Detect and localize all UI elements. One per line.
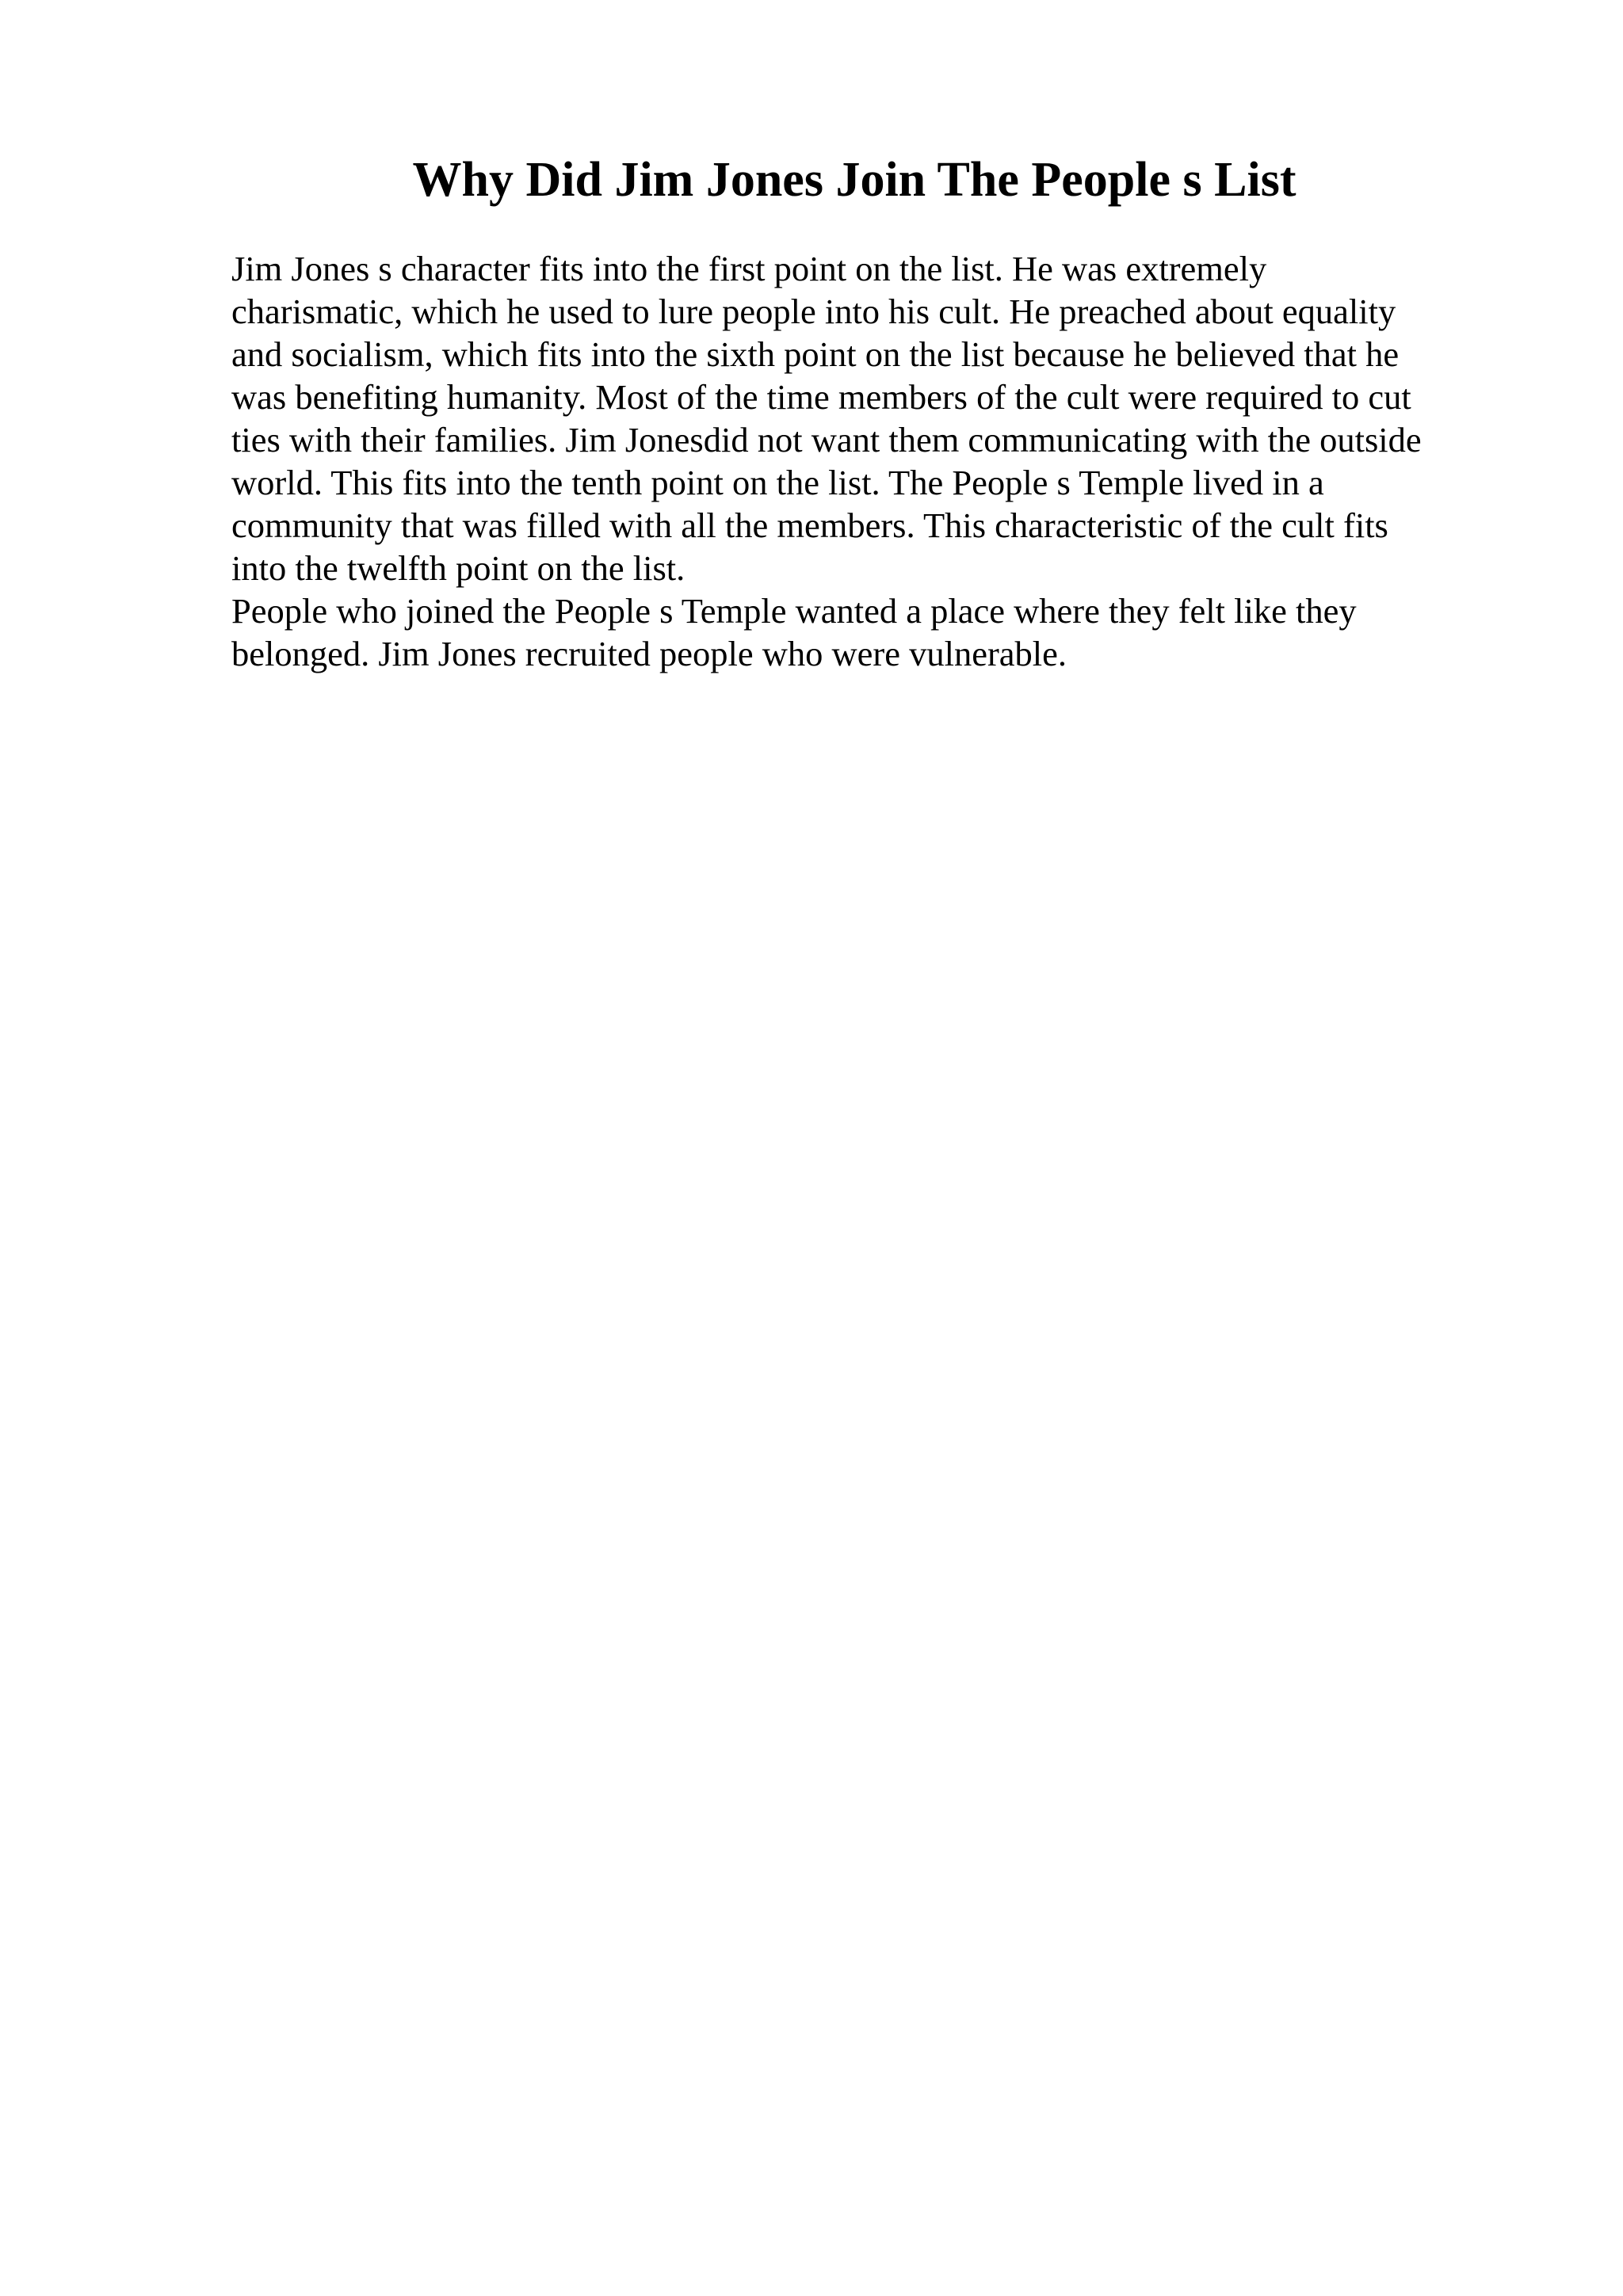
paragraph [231,589,1499,675]
document-title: Why Did Jim Jones Join The People s List [412,153,1296,207]
text-line: into the twelfth point on the list. [231,548,685,588]
text-line: Jim Jones s character fits into the first point on the list. He was extremely [231,249,1267,288]
text-line: belonged. Jim Jones recruited people who were vulnerable. [231,634,1067,673]
text-line: was benefiting humanity. Most of the time members of the cult were required to cut [231,377,1411,417]
text-line: ties with their families. Jim Jonesdid not want them communicating with the outside [231,420,1422,460]
document-body [231,247,1499,675]
text-line: People who joined the People s Temple wanted a place where they felt like they [231,591,1357,631]
text-line: and socialism, which fits into the sixth point on the list because he believed that he [231,334,1400,374]
text-line: community that was filled with all the members. This characteristic of the cult fits [231,505,1388,545]
text-line: charismatic, which he used to lure people into his cult. He preached about equality [231,292,1396,331]
text-line: world. This fits into the tenth point on the list. The People s Temple lived in a [231,463,1324,502]
paragraph [231,247,1499,589]
